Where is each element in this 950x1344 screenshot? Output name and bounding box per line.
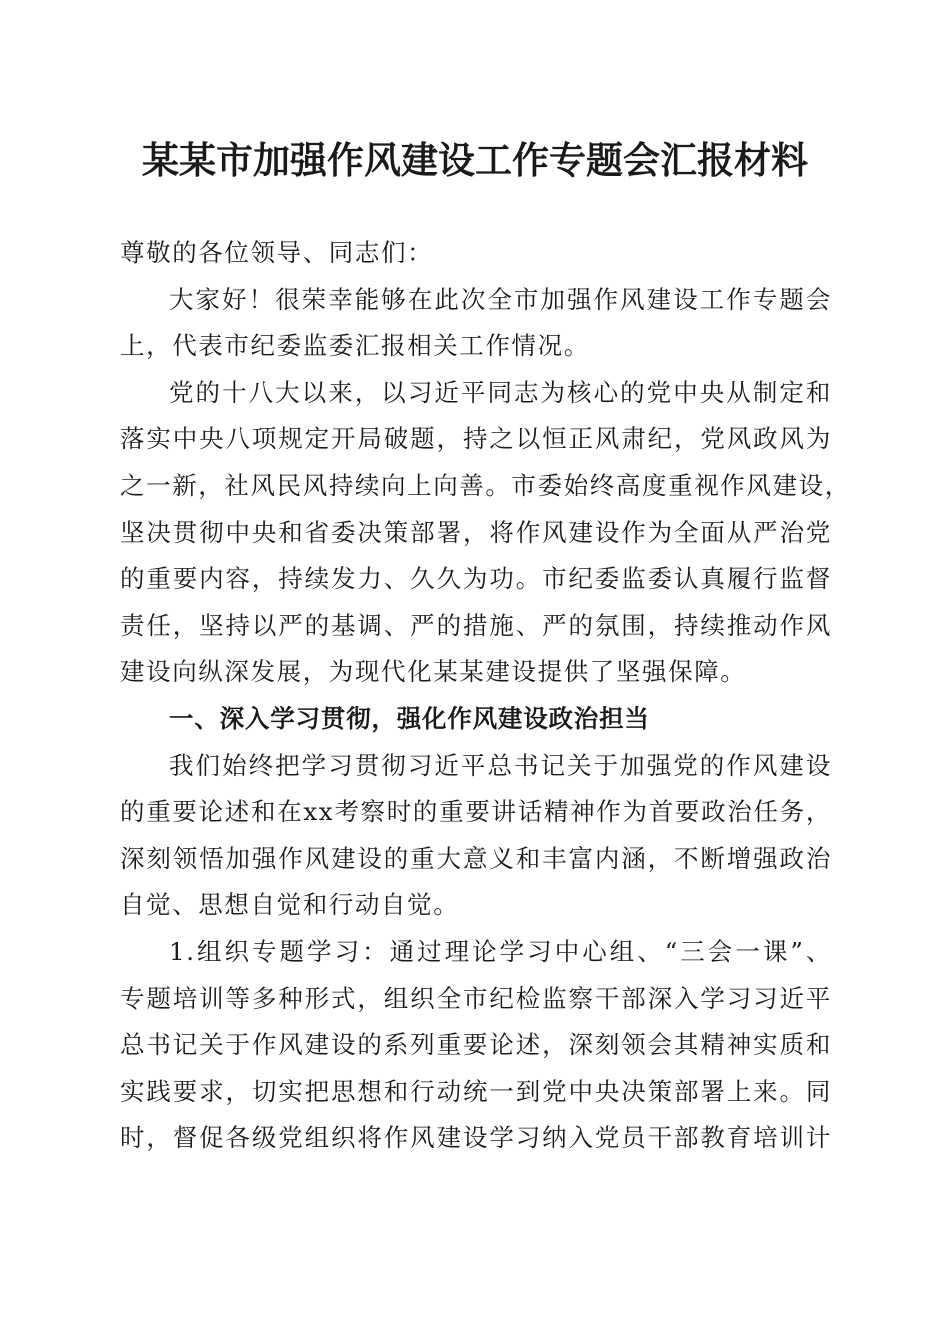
paragraph-line: 建设向纵深发展，为现代化某某建设提供了坚强保障。 [120, 657, 747, 687]
paragraph-line: 我们始终把学习贯彻习近平总书记关于加强党的作风建设 [169, 750, 832, 780]
paragraph-line: 时，督促各级党组织将作风建设学习纳入党员干部教育培训计 [120, 1123, 832, 1153]
document-body [120, 230, 851, 1162]
paragraph-line: 专题培训等多种形式，组织全市纪检监察干部深入学习习近平 [120, 983, 832, 1013]
section-heading: 一、深入学习贯彻，强化作风建设政治担当 [169, 703, 650, 733]
paragraph-line: 落实中央八项规定开局破题，持之以恒正风肃纪，党风政风为 [120, 424, 832, 454]
document-title: 某某市加强作风建设工作专题会汇报材料 [142, 138, 808, 182]
paragraph-line: 深刻领悟加强作风建设的重大意义和丰富内涵，不断增强政治 [120, 843, 832, 873]
list-item-line: 1.组织专题学习：通过理论学习中心组、“三会一课”、 [169, 936, 832, 966]
paragraph-line: 党的十八大以来，以习近平同志为核心的党中央从制定和 [169, 377, 832, 407]
paragraph-line: 自觉、思想自觉和行动自觉。 [120, 890, 460, 920]
salutation-line: 尊敬的各位领导、同志们： [120, 238, 434, 267]
paragraph-line: 的重要论述和在xx考察时的重要讲话精神作为首要政治任务， [120, 797, 832, 827]
paragraph-line: 的重要内容，持续发力、久久为功。市纪委监委认真履行监督 [120, 564, 832, 594]
paragraph-line: 实践要求，切实把思想和行动统一到党中央决策部署上来。同 [120, 1076, 832, 1106]
paragraph-line: 大家好！很荣幸能够在此次全市加强作风建设工作专题会 [169, 284, 832, 314]
paragraph-line: 总书记关于作风建设的系列重要论述，深刻领会其精神实质和 [120, 1030, 832, 1060]
paragraph-line: 责任，坚持以严的基调、严的措施、严的氛围，持续推动作风 [120, 610, 832, 640]
paragraph-line: 上，代表市纪委监委汇报相关工作情况。 [120, 331, 590, 361]
paragraph-line: 坚决贯彻中央和省委决策部署，将作风建设作为全面从严治党 [120, 517, 832, 547]
paragraph-line: 之一新，社风民风持续向上向善。市委始终高度重视作风建设， [120, 470, 851, 500]
